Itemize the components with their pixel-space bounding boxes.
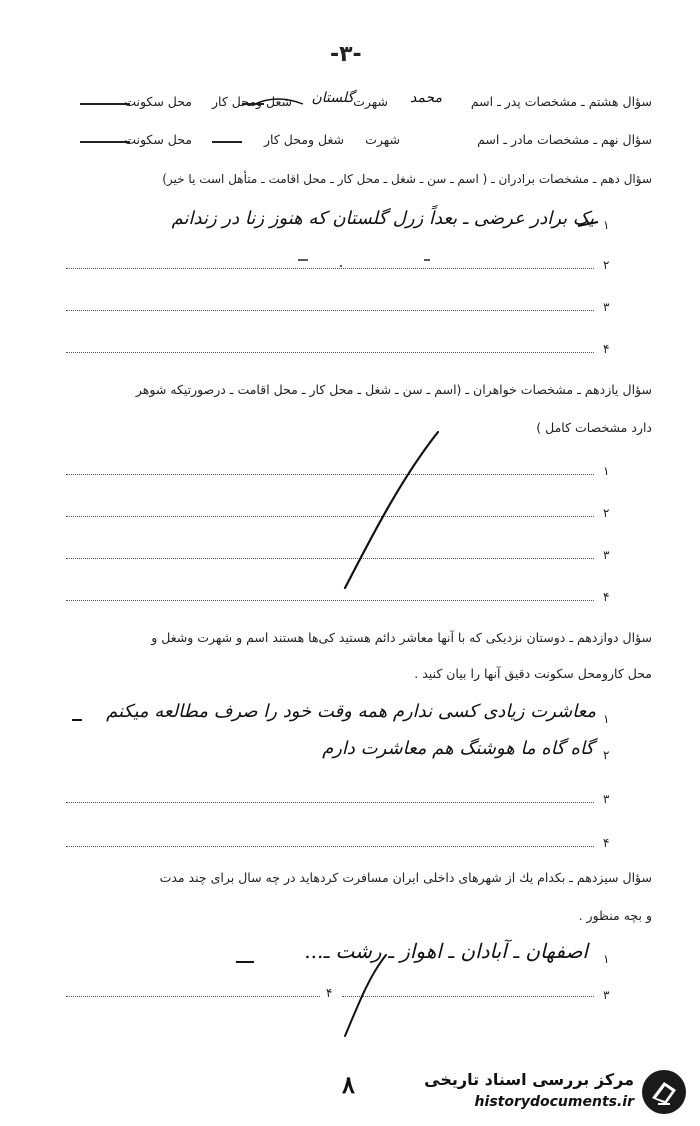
q-sisters-label-1: سؤال یازدهم ـ مشخصات خواهران ـ (اسم ـ سن ـ شغل ـ محل کار ـ محل اقامت ـ درصورتیکه شوهر (135, 382, 652, 397)
q-mother-job-label: شغل ومحل کار (264, 132, 344, 147)
sisters-row-1-num: ۱ (603, 464, 610, 478)
friends-row-1-handwritten: معاشرت زیادی کسی ندارم همه وقت خود را صرف مطالعه میکنم (106, 701, 596, 722)
brothers-row-2-num: ۲ (603, 258, 610, 272)
q-friends-label-2: محل کارومحل سکونت دقیق آنها را بیان کنید . (414, 666, 652, 681)
book-icon (640, 1068, 688, 1116)
q-brothers-label: سؤال دهم ـ مشخصات برادران ـ ( اسم ـ سن ـ شغل ـ محل کار ـ محل اقامت ـ متأهل است یا خیر) (162, 172, 652, 186)
travel-row-3-num: ۳ (603, 988, 610, 1002)
q-mother-residence-label: محل سکونت (124, 132, 192, 147)
father-name-handwritten: محمد (410, 90, 442, 106)
q-sisters-label-2: دارد مشخصات کامل ) (536, 420, 652, 435)
q-travel-label-1: سؤال سیزدهم ـ بکدام یك از شهرهای داخلی ایران مسافرت کردهاید در چه سال برای چند مدت (159, 870, 652, 885)
father-name-underline (255, 99, 303, 104)
brothers-under-marks (298, 260, 430, 266)
page-marker: -۳- (330, 42, 362, 67)
brothers-row-4-num: ۴ (603, 342, 610, 356)
sisters-row-2-num: ۲ (603, 506, 610, 520)
travel-row-3-mid-num: ۴ (326, 986, 333, 1000)
q-father-job-label: شغل ومحل کار (212, 94, 292, 109)
sisters-row-4-num: ۴ (603, 590, 610, 604)
page-number: ۸ (342, 1070, 355, 1099)
brothers-row-1-dash (578, 222, 598, 226)
friends-row-4-num: ۴ (603, 836, 610, 850)
travel-row-1-num: ۱ (603, 952, 610, 966)
sisters-row-3-num: ۳ (603, 548, 610, 562)
watermark-logo (412, 1064, 694, 1120)
q-mother-surname-label: شهرت (365, 132, 400, 147)
q-father-residence-label: محل سکونت (124, 94, 192, 109)
brothers-row-1-handwritten: یک برادر عرضی ـ بعداً زرل گلستان که هنوز زنا در زندانم (171, 208, 594, 229)
friends-row-2-num: ۲ (603, 748, 610, 762)
travel-cancel-stroke (345, 955, 386, 1036)
q-father-surname-label: شهرت (353, 94, 388, 109)
friends-row-3-num: ۳ (603, 792, 610, 806)
friends-row-1-num: ۱ (603, 712, 610, 726)
watermark-title: مرکز بررسی اسناد تاریخی (424, 1070, 634, 1089)
sisters-cancel-stroke (345, 432, 438, 588)
q-mother-label: سؤال نهم ـ مشخصات مادر ـ اسم (477, 132, 652, 147)
q-friends-label-1: سؤال دوازدهم ـ دوستان نزدیکی که با آنها معاشر دائم هستید کی‌ها هستند اسم و شهرت وشغل و (151, 630, 652, 645)
watermark-url: historydocuments.ir (474, 1094, 634, 1110)
brothers-row-3-num: ۳ (603, 300, 610, 314)
q-travel-label-2: و بچه منظور . (578, 908, 652, 923)
brothers-row-1-num: ۱ (603, 218, 610, 232)
travel-row-1-handwritten: اصفهان ـ آبادان ـ اهواز ـ رشت ـ... (304, 939, 588, 963)
father-surname-handwritten: گلستان (311, 90, 354, 106)
friends-row-2-handwritten: گاه گاه ما هوشنگ هم معاشرت دارم (322, 738, 594, 759)
q-father-label: سؤال هشتم ـ مشخصات پدر ـ اسم (470, 94, 652, 109)
